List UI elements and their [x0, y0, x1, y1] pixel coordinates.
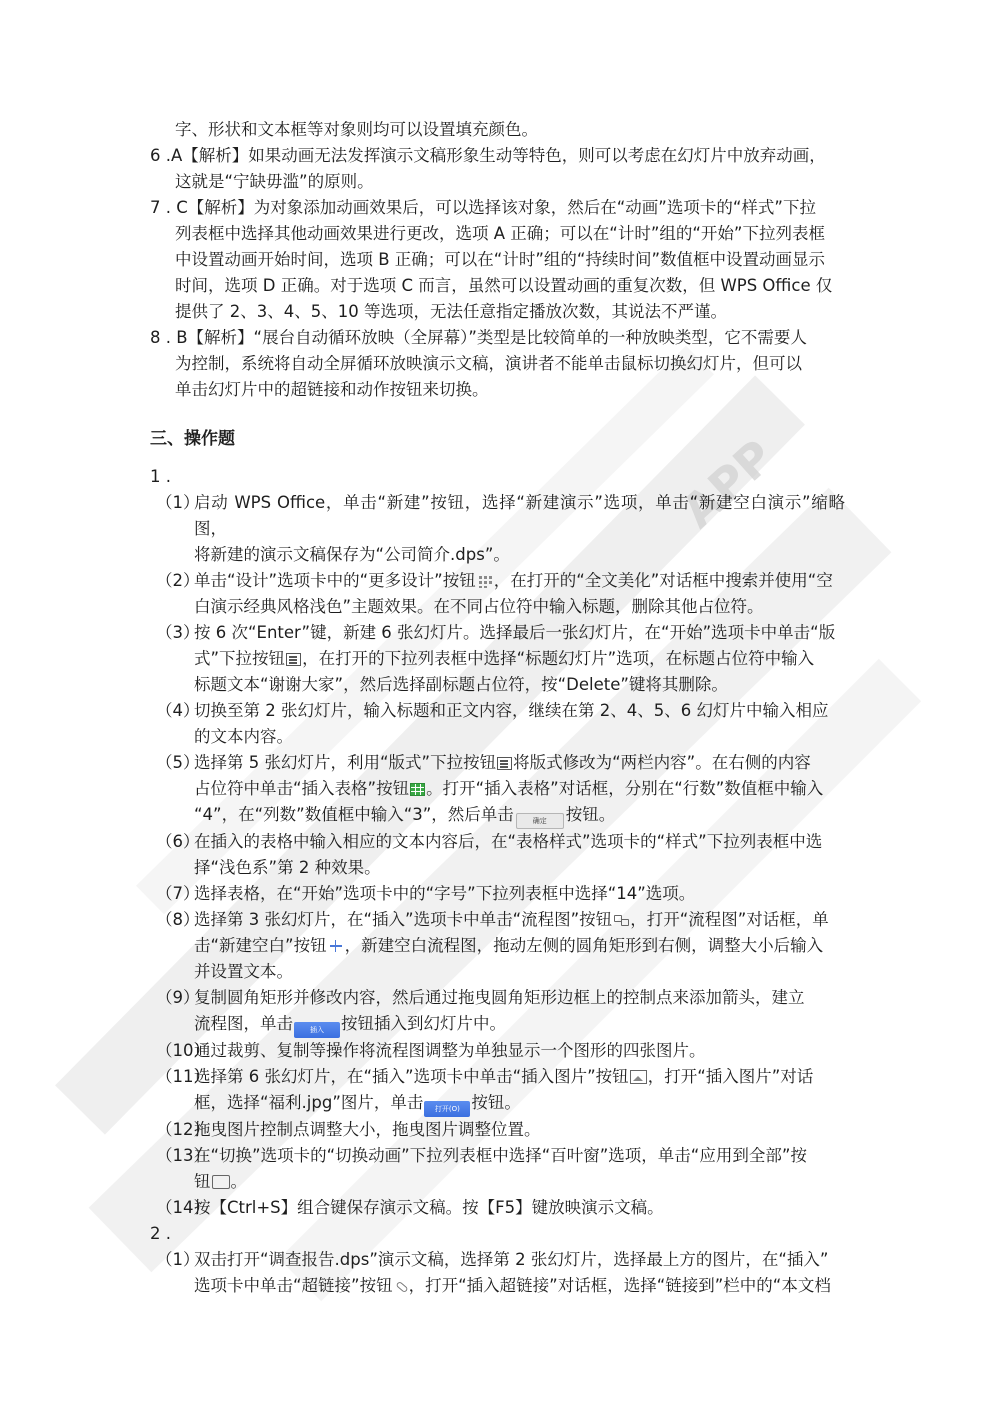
- step-11-cont: [150, 1090, 845, 1117]
- step-13-text: 钮 。: [194, 1172, 247, 1191]
- apply-all-icon: [212, 1175, 230, 1189]
- step-9-text: 流程图，单击 插入 按钮插入到幻灯片中。: [194, 1011, 845, 1038]
- step-2: （2） 单击“设计”选项卡中的“更多设计”按钮 ，在打开的“全文美化”对话框中搜索并使用“空: [150, 568, 845, 594]
- q2-step-1-text: 选项卡中单击“超链接”按钮 ，打开“插入超链接”对话框，选择“链接到”栏中的“本文档: [194, 1276, 831, 1295]
- step-1-cont: 将新建的演示文稿保存为“公司简介.dps”。: [150, 542, 845, 568]
- more-design-icon: [477, 573, 493, 589]
- step-8: （8） 选择第 3 张幻灯片，在“插入”选项卡中单击“流程图”按钮 ，打开“流程图”对话框，单: [150, 907, 845, 933]
- answer-8-cont-1: 为控制，系统将自动全屏循环放映演示文稿，演讲者不能单击鼠标切换幻灯片，但可以: [175, 354, 802, 373]
- step-4-cont: 的文本内容。: [150, 724, 845, 750]
- answer-number: 7 .: [150, 198, 177, 217]
- hyperlink-icon: [394, 1279, 408, 1293]
- step-5: （5） 选择第 5 张幻灯片，利用“版式”下拉按钮 将版式修改为“两栏内容”。在右侧的内容: [150, 750, 845, 776]
- step-5-text-2: 占位符中单击“插入表格”按钮 。打开“插入表格”对话框，分别在“行数”数值框中输入: [194, 779, 824, 798]
- question-1-label: 1 .: [150, 467, 171, 486]
- step-5-text-1: 选择第 5 张幻灯片，利用“版式”下拉按钮 将版式修改为“两栏内容”。在右侧的内容: [194, 753, 811, 772]
- step-4: （4） 切换至第 2 张幻灯片，输入标题和正文内容，继续在第 2、4、5、6 幻灯片中输入相应: [156, 701, 829, 720]
- answer-content: [150, 117, 845, 1299]
- step-11: （11） 选择第 6 张幻灯片，在“插入”选项卡中单击“插入图片”按钮 ，打开“插入图片”对话: [150, 1064, 845, 1090]
- step-5-cont-1: [150, 776, 845, 802]
- step-7: （7） 选择表格，在“开始”选项卡中的“字号”下拉列表框中选择“14”选项。: [156, 884, 696, 903]
- step-3-text: 式”下拉按钮 ，在打开的下拉列表框中选择“标题幻灯片”选项，在标题占位符中输入: [194, 649, 815, 668]
- layout-icon: [286, 653, 301, 666]
- insert-picture-icon: [630, 1070, 647, 1084]
- step-2-cont: 白演示经典风格浅色”主题效果。在不同占位符中输入标题，删除其他占位符。: [150, 594, 845, 620]
- ok-button-image: 确定: [516, 813, 564, 829]
- indent: [156, 959, 194, 985]
- indent: [156, 933, 194, 959]
- step-5-text-3: “4”，在“列数”数值框中输入“3”，然后单击 确定 按钮。: [194, 802, 845, 829]
- step-2-text: 单击“设计”选项卡中的“更多设计”按钮 ，在打开的“全文美化”对话框中搜索并使用“空: [194, 571, 833, 590]
- insert-button-image: 插入: [294, 1022, 340, 1038]
- step-11-text-1: 选择第 6 张幻灯片，在“插入”选项卡中单击“插入图片”按钮 ，打开“插入图片”对话: [194, 1067, 814, 1086]
- indent: [156, 672, 194, 698]
- insert-table-icon: [410, 783, 425, 796]
- q2-step-1-cont: [150, 1273, 845, 1299]
- answer-8: 8 . B【解析】“展台自动循环放映（全屏幕）”类型是比较简单的一种放映类型，它不需要人: [150, 325, 845, 351]
- step-8-text-1: 选择第 3 张幻灯片，在“插入”选项卡中单击“流程图”按钮 ，打开“流程图”对话框，单: [194, 910, 829, 929]
- open-button-image: 打开(O): [424, 1101, 470, 1117]
- answer-7-cont-2: 中设置动画开始时间，选项 B 正确；可以在“计时”组的“持续时间”数值框中设置动画显示: [175, 250, 826, 269]
- answer-6-cont: 这就是“宁缺毋滥”的原则。: [175, 172, 374, 191]
- step-3: （3） 按 6 次“Enter”键，新建 6 张幻灯片。选择最后一张幻灯片，在“开始”选项卡中单击“版: [156, 623, 836, 642]
- step-14: （14） 按【Ctrl+S】组合键保存演示文稿。按【F5】键放映演示文稿。: [156, 1198, 664, 1217]
- step-6: （6） 在插入的表格中输入相应的文本内容后，在“表格样式”选项卡的“样式”下拉列表框中选: [156, 832, 823, 851]
- indent: [156, 1090, 194, 1117]
- indent: [156, 724, 194, 750]
- indent: [156, 594, 194, 620]
- step-3-cont-1: [150, 646, 845, 672]
- step-8-cont-1: [150, 933, 845, 959]
- step-8-text-2: 击“新建空白”按钮 ，新建空白流程图，拖动左侧的圆角矩形到右侧，调整大小后输入: [194, 936, 824, 955]
- answer-7-cont-1: 列表框中选择其他动画效果进行更改，选项 A 正确；可以在“计时”组的“开始”下拉列表框: [175, 224, 825, 243]
- layout-icon: [497, 757, 512, 770]
- indent: [156, 1011, 194, 1038]
- step-8-cont-2: 并设置文本。: [150, 959, 845, 985]
- indent: [156, 855, 194, 881]
- answer-7-cont-3: 时间，选项 D 正确。对于选项 C 而言，虽然可以设置动画的重复次数，但 WPS Office 仅: [175, 276, 833, 295]
- step-9: （9） 复制圆角矩形并修改内容，然后通过拖曳圆角矩形边框上的控制点来添加箭头，建立: [156, 988, 805, 1007]
- answer-8-cont-2: 单击幻灯片中的超链接和动作按钮来切换。: [175, 380, 489, 399]
- answer-7: 7 . C【解析】为对象添加动画效果后，可以选择该对象，然后在“动画”选项卡的“样式”下拉: [150, 195, 845, 221]
- plus-icon: [328, 938, 344, 954]
- step-5-cont-2: [150, 802, 845, 829]
- step-12: （12） 拖曳图片控制点调整大小，拖曳图片调整位置。: [156, 1120, 541, 1139]
- indent: [156, 1169, 194, 1195]
- flowchart-icon: [613, 913, 629, 927]
- step-6-cont: 择“浅色系”第 2 种效果。: [150, 855, 845, 881]
- step-1: （1） 启动 WPS Office，单击“新建”按钮，选择“新建演示”选项，单击“新建空白演示”缩略图，: [156, 493, 845, 538]
- watermark-text: APP: [671, 429, 784, 539]
- indent: [156, 776, 194, 802]
- step-10: （10） 通过裁剪、复制等操作将流程图调整为单独显示一个图形的四张图片。: [156, 1041, 706, 1060]
- answer-6: 6 . A【解析】如果动画无法发挥演示文稿形象生动等特色，则可以考虑在幻灯片中放弃动画，: [150, 143, 845, 169]
- section-heading: 三、操作题: [150, 429, 235, 449]
- question-2-label: 2 .: [150, 1224, 171, 1243]
- step-11-text-2: 框，选择“福利.jpg”图片，单击 打开(O) 按钮。: [194, 1090, 845, 1117]
- step-9-cont: [150, 1011, 845, 1038]
- step-13-cont: [150, 1169, 845, 1195]
- q2-step-1: （1） 双击打开“调查报告.dps”演示文稿，选择第 2 张幻灯片，选择最上方的图片，在“插入”: [156, 1250, 829, 1269]
- indent: [156, 646, 194, 672]
- answer-7-cont-4: 提供了 2、3、4、5、10 等选项，无法任意指定播放次数，其说法不严谨。: [175, 302, 727, 321]
- step-13: （13） 在“切换”选项卡的“切换动画”下拉列表框中选择“百叶窗”选项，单击“应用到全部”按: [156, 1146, 807, 1165]
- indent: [156, 1273, 194, 1299]
- step-3-cont-2: 标题文本“谢谢大家”，然后选择副标题占位符，按“Delete”键将其删除。: [150, 672, 845, 698]
- indent: [156, 542, 194, 568]
- paragraph: 字、形状和文本框等对象则均可以设置填充颜色。: [175, 120, 538, 139]
- answer-number: 6 .: [150, 146, 171, 165]
- indent: [156, 802, 194, 829]
- answer-number: 8 .: [150, 328, 177, 347]
